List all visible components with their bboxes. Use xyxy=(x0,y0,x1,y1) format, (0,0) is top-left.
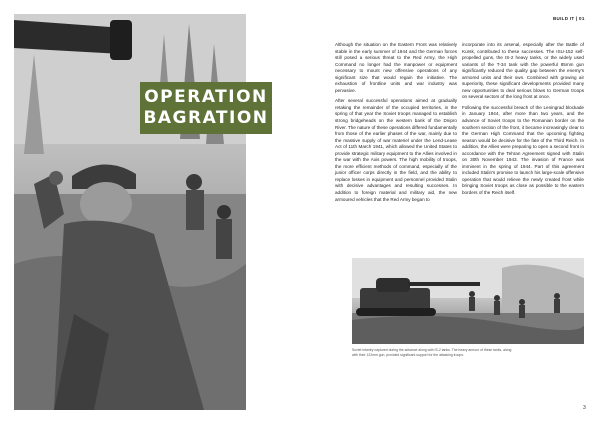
page-number: 3 xyxy=(583,405,586,411)
paragraph: Following the successful breach of the Leningrad blockade in January 1944, after more than two years, and the advance of Soviet troops to the Romanian border on the southern section of the front, it became increasingly clear to the German High Command that the upcoming fighting season would be decisive for the fate of the Third Reich. In addition, the Allies were preparing to open a second front in accordance with the Tehran Agreement signed with Stalin on 30th November 1943. The invasion of France was imminent in the spring of 1944. Part of this agreement included Stalin's promise to launch his large-scale offensive operation that would relieve the newly created front while bringing Soviet troops as close as possible to the eastern borders of the Reich itself. xyxy=(462,104,584,196)
title-line-1: OPERATION xyxy=(144,87,268,107)
running-header: BUILD IT | 01 xyxy=(553,16,585,21)
title-box xyxy=(140,82,272,134)
paragraph: Although the situation on the Eastern Front was relatively stable in the early summer of 1944 and the German forces still posed a serious threat to the Red Army, the High Command no longer had the manpower or equipment necessary to mount new offensive operations of any significant size that would regain the initiative. The exhaustion of frontline units and war industry was pervasive. xyxy=(335,42,457,93)
soldier-photo-art xyxy=(14,14,246,410)
photo-caption: Soviet infantry captured during the advance along with IS-2 tanks. The heavy armour of these tanks, along with their 122mm gun, provided significant support for the attacking troops. xyxy=(352,348,512,357)
soldier-photo xyxy=(14,14,246,410)
text-column-2 xyxy=(462,42,584,201)
paragraph: After several successful operations aimed at gradually retaking the remainder of the occupied territories, in the spring of that year the Soviet troops managed to establish strong bridgeheads on the western bank of the Dnipro River. The nature of these operations differed fundamentally from those of the earlier phases of the war, mainly due to the massive supply of war materiel under the Lend-Lease Act of 11th March 1941, which allowed the United States to provide strategic military equipment to the Allies involved in the war with the Axis powers. The high mobility of troops, the more efficient methods of command, especially of the junior officer corps directly in the field, and the ability to replace losses in equipment and personnel provided Stalin with decisive advantages and resulting successes. In addition to foreign material and military aid, the new armoured vehicles that the Red Army began to xyxy=(335,98,457,202)
paragraph: incorporate into its arsenal, especially after the Battle of Kursk, contributed to these successes. The ISU-152 self-propelled guns, the IS-2 heavy tanks, or the widely used variants of the T-34 tank with the powerful 85mm gun significantly reduced the quality gap between the enemy's armored units and their own. Combined with growing air superiority, these significant developments provided many new opportunities to deal serious blows to German troops on several sectors of the long front at once. xyxy=(462,42,584,100)
tank-photo xyxy=(352,258,584,344)
title-line-2: BAGRATION xyxy=(143,108,269,128)
tank-photo-art xyxy=(352,258,584,344)
text-column-1 xyxy=(335,42,457,207)
